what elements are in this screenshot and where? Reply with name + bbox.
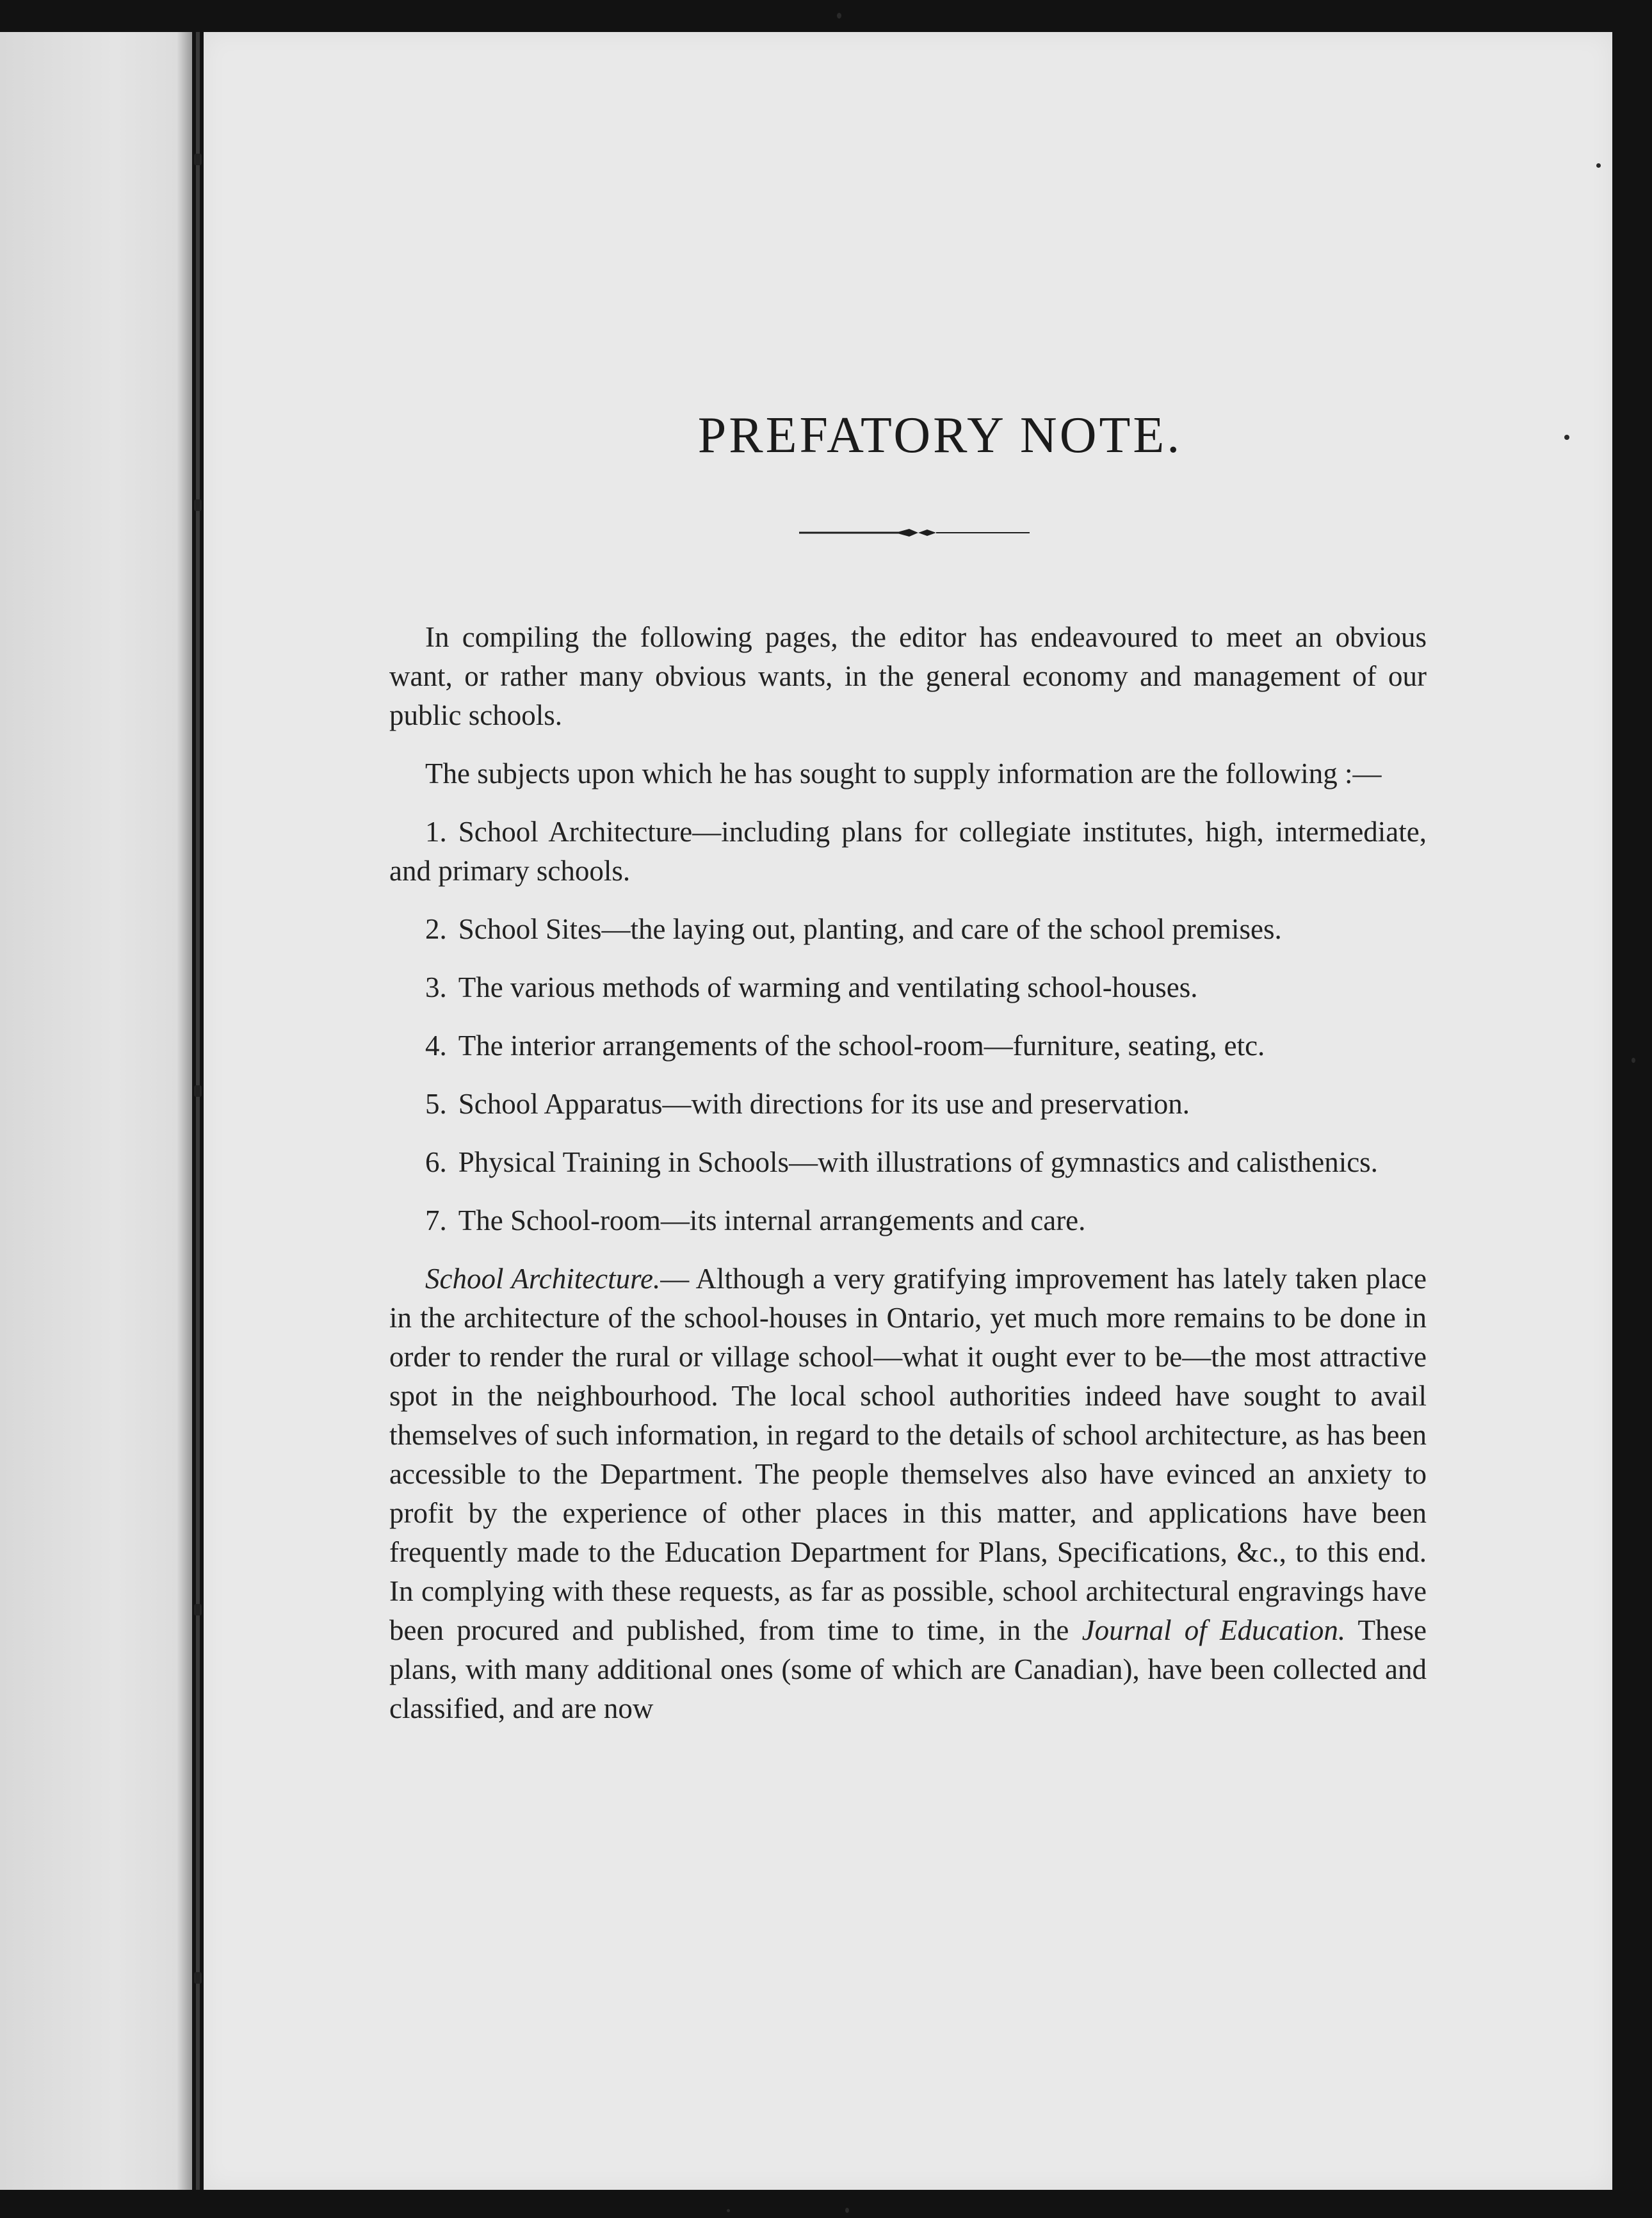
dust-speck bbox=[1632, 1058, 1635, 1063]
list-item bbox=[389, 1085, 1427, 1124]
facing-page-edge bbox=[0, 32, 192, 2190]
journal-title: Journal of Education. bbox=[1081, 1614, 1346, 1646]
item-text: School Apparatus—with directions for its use and preservation. bbox=[458, 1088, 1190, 1120]
dust-speck bbox=[837, 13, 841, 19]
dust-speck bbox=[727, 2209, 730, 2212]
item-text: School Sites—the laying out, planting, and care of the school premises. bbox=[458, 913, 1282, 945]
subjects-paragraph: The subjects upon which he has sought to supply information are the following :— bbox=[425, 757, 1382, 789]
prefatory-text bbox=[389, 618, 1427, 1728]
architecture-paragraph bbox=[389, 1259, 1427, 1728]
item-text: The School-room—its internal arrangements and care. bbox=[458, 1204, 1086, 1236]
item-text: Physical Training in Schools—with illustrations of gymnastics and calisthenics. bbox=[458, 1146, 1378, 1178]
item-number: 3. bbox=[425, 971, 447, 1003]
item-text: The various methods of warming and ventilating school-houses. bbox=[458, 971, 1198, 1003]
item-number: 7. bbox=[425, 1204, 447, 1236]
item-number: 1. bbox=[425, 816, 447, 848]
dust-speck bbox=[1564, 435, 1569, 440]
item-number: 5. bbox=[425, 1088, 447, 1120]
list-item bbox=[389, 813, 1427, 891]
document-page bbox=[204, 32, 1612, 2190]
item-text: School Architecture—including plans for collegiate institutes, high, intermediate, and primary schools. bbox=[389, 816, 1427, 887]
list-item bbox=[389, 968, 1427, 1007]
binding-stitch bbox=[194, 154, 202, 165]
page-title: PREFATORY NOTE. bbox=[697, 407, 1183, 464]
architecture-text-continued: These plans, with many additional ones (some of which are Canadian), have been collected and classified, and are now bbox=[389, 1614, 1427, 1724]
list-item bbox=[389, 1143, 1427, 1182]
binding-gutter bbox=[196, 32, 200, 2190]
binding-stitch bbox=[194, 1604, 202, 1615]
dust-speck bbox=[845, 2208, 849, 2213]
binding-stitch bbox=[194, 1085, 202, 1097]
list-item bbox=[389, 1201, 1427, 1240]
architecture-heading: School Architecture. bbox=[425, 1263, 661, 1295]
dust-speck bbox=[1596, 163, 1601, 168]
list-item bbox=[389, 1026, 1427, 1065]
binding-stitch bbox=[194, 1972, 202, 1984]
title-rule-ornament bbox=[799, 525, 1030, 540]
item-number: 4. bbox=[425, 1030, 447, 1062]
architecture-text: — Although a very gratifying improvement has lately taken place in the architecture of the school-houses in Ontario, yet much more remains to be done in order to render the rural or village school—what it ought ever to be—the most attractive spot in the neighbourhood. The local school authorities indeed have sought to avail themselves of such information, in regard to the details of school architecture, as has been accessible to the Department. The people themselves also have evinced an anxiety to profit by the experience of other places in this matter, and applications have been frequently made to the Education Department for Plans, Specifications, &c., to this end. In complying with these requests, as far as possible, school architectural engravings have been procured and published, from time to time, in the bbox=[389, 1263, 1427, 1646]
item-number: 6. bbox=[425, 1146, 447, 1178]
list-item bbox=[389, 910, 1427, 949]
binding-stitch bbox=[194, 499, 202, 511]
item-text: The interior arrangements of the school-room—furniture, seating, etc. bbox=[458, 1030, 1265, 1062]
item-number: 2. bbox=[425, 913, 447, 945]
intro-paragraph: In compiling the following pages, the editor has endeavoured to meet an obvious want, or rather many obvious wants, in the general economy and management of our public schools. bbox=[389, 621, 1427, 731]
